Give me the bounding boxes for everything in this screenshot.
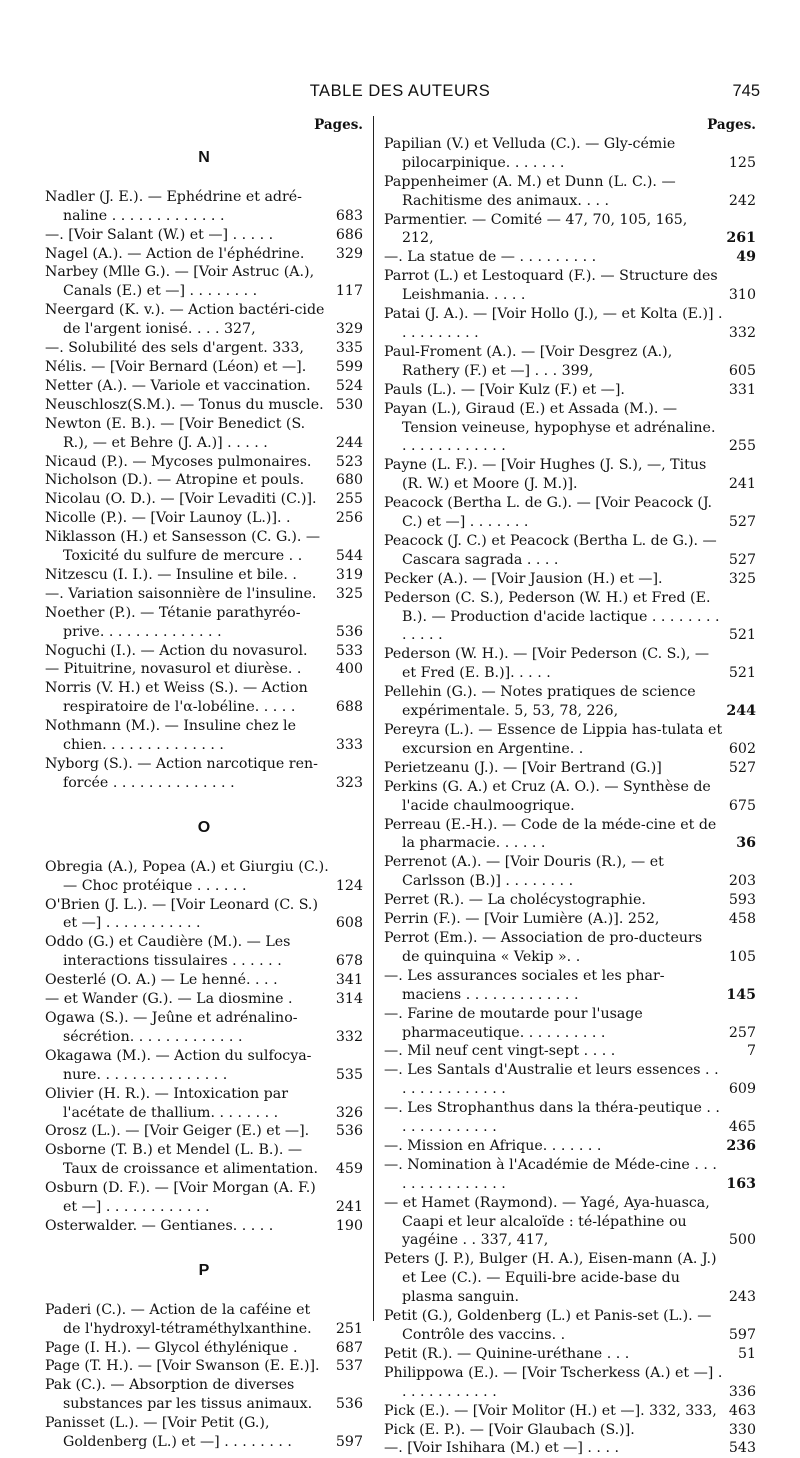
author-entry-text: Perrenot (A.). — [Voir Douris (R.), — et Carlsson (B.)] . . . . . . . . — [384, 854, 664, 890]
index-entry — [384, 1250, 756, 1307]
index-entry — [384, 1005, 756, 1043]
page-reference: 332 — [728, 324, 756, 341]
section-letter: O — [197, 818, 211, 836]
author-entry-text: —. Les Santals d'Australie et leurs essences . . . . . . . . . . . . . . — [384, 1062, 719, 1098]
index-entry — [384, 967, 756, 1005]
page-reference: 536 — [335, 1396, 363, 1413]
index-entry — [45, 453, 363, 472]
page-reference: 524 — [335, 377, 363, 394]
page-reference: 314 — [335, 991, 363, 1008]
page-reference: 49 — [736, 249, 756, 266]
author-entry-text: Nadler (J. E.). — Ephédrine et adré-naline . . . . . . . . . . . . . — [45, 188, 302, 224]
letter-spacer — [45, 1281, 363, 1301]
author-entry-text: Noguchi (I.). — Action du novasurol. — [45, 642, 308, 659]
author-entry-text: —. Nomination à l'Académie de Méde-cine . . . . . . . . . . . . . . . — [384, 1156, 717, 1192]
author-entry-text: Pederson (C. S.), Pederson (W. H.) et Fred (E. B.). — Production d'acide lactique . . . . . . . . . . . . . — [384, 589, 720, 644]
page-reference: 687 — [335, 1339, 363, 1356]
author-entry-text: Pederson (W. H.). — [Voir Pederson (C. S.), — et Fred (E. B.)]. . . . . — [384, 646, 710, 682]
page-reference: 256 — [335, 510, 363, 527]
author-entry-text: Ogawa (S.). — Jeûne et adrénalino-sécrétion. . . . . . . . . . . . . — [45, 1009, 298, 1045]
page-reference: 319 — [335, 566, 363, 583]
author-entry-text: Philippowa (E.). — [Voir Tscherkess (A.) et —] . . . . . . . . . . . . — [384, 1364, 723, 1400]
index-entry — [384, 683, 756, 721]
page-reference: 255 — [728, 438, 756, 455]
index-entry — [384, 532, 756, 570]
author-entry-text: — et Wander (G.). — La diosmine . — [45, 991, 293, 1008]
author-entry-text: Olivier (H. R.). — Intoxication par l'acétate de thallium. . . . . . . . — [45, 1085, 288, 1121]
page-reference: 330 — [728, 1421, 756, 1438]
page-reference: 243 — [728, 1289, 756, 1306]
index-entry — [384, 910, 756, 929]
author-entry-text: Neuschlosz(S.M.). — Tonus du muscle. — [45, 396, 324, 413]
author-entry-text: Pak (C.). — Absorption de diverses substances par les tissus animaux. — [45, 1377, 313, 1413]
index-entry — [384, 1194, 756, 1251]
author-entry-text: Payne (L. F.). — [Voir Hughes (J. S.), —, Titus (R. W.) et Moore (J. M.)]. — [384, 457, 707, 493]
index-entry — [45, 1179, 363, 1217]
author-entry-text: Peacock (Bertha L. de G.). — [Voir Peacock (J. C.) et —] . . . . . . . — [384, 495, 713, 531]
index-entry — [384, 135, 756, 173]
page-number: 745 — [732, 82, 760, 100]
author-entry-text: Noether (P.). — Tétanie parathyréo-prive. . . . . . . . . . . . . . — [45, 604, 301, 640]
page-reference: 683 — [335, 207, 363, 224]
index-entry — [45, 1357, 363, 1376]
index-entry — [45, 396, 363, 415]
index-entry — [45, 585, 363, 604]
page-reference: 36 — [736, 835, 756, 852]
index-entry — [384, 1307, 756, 1345]
letter-spacer — [45, 168, 363, 188]
section-letter: P — [198, 1261, 210, 1279]
author-entry-text: Nagel (A.). — Action de l'éphédrine. — [45, 245, 305, 262]
author-entry-text: Parmentier. — Comité — 47, 70, 105, 165, 212, — [384, 211, 688, 247]
author-entry-text: Perkins (G. A.) et Cruz (A. O.). — Synthèse de l'acide chaulmoogrique. — [384, 778, 711, 814]
index-entry — [384, 645, 756, 683]
index-entry — [384, 816, 756, 854]
index-entry — [45, 1009, 363, 1047]
page-reference: 521 — [728, 627, 756, 644]
page-reference: 533 — [335, 642, 363, 659]
index-entry — [384, 929, 756, 967]
index-entry — [45, 755, 363, 793]
index-entry — [384, 1421, 756, 1440]
author-entry-text: Nicaud (P.). — Mycoses pulmonaires. — [45, 453, 312, 470]
index-entry — [45, 990, 363, 1009]
column-divider — [373, 116, 374, 1321]
page-reference: 326 — [335, 1104, 363, 1121]
page-reference: 609 — [728, 1081, 756, 1098]
author-entry-text: — Pituitrine, novasurol et diurèse. . — [45, 661, 302, 678]
index-entry — [384, 456, 756, 494]
index-entry — [384, 778, 756, 816]
author-entry-text: Niklasson (H.) et Sansesson (C. G.). — Toxicité du sulfure de mercure . . — [45, 529, 321, 565]
index-entry — [45, 188, 363, 226]
page-reference: 400 — [335, 661, 363, 678]
author-entry-text: Perret (R.). — La cholécystographie. — [384, 892, 646, 909]
index-entry — [45, 377, 363, 396]
index-entry — [384, 1061, 756, 1099]
page-reference: 599 — [335, 358, 363, 375]
page-reference: 605 — [728, 362, 756, 379]
page-reference: 536 — [335, 1123, 363, 1140]
author-entry-text: Perietzeanu (J.). — [Voir Bertrand (G.)] — [384, 759, 662, 776]
author-entry-text: Nicolle (P.). — [Voir Launoy (L.)]. . — [45, 510, 291, 527]
author-entry-text: Osborne (T. B.) et Mendel (L. B.). — Taux de croissance et alimentation. — [45, 1142, 318, 1178]
index-entry — [45, 301, 363, 339]
author-entry-text: Perrot (Em.). — Association de pro-ducteurs de quinquina « Vekip ». . — [384, 929, 703, 965]
page-reference: 163 — [726, 1175, 756, 1192]
pages-heading: Pages. — [707, 117, 756, 133]
page-reference: 675 — [728, 797, 756, 814]
author-entry-text: —. Les Strophanthus dans la théra-peutique . . . . . . . . . . . . . — [384, 1100, 720, 1136]
page-reference: 527 — [728, 759, 756, 776]
index-entry — [45, 1339, 363, 1358]
page-reference: 242 — [728, 192, 756, 209]
section-gap — [45, 793, 363, 819]
page-reference: 678 — [335, 953, 363, 970]
index-entry — [45, 1376, 363, 1414]
index-entry — [45, 1217, 363, 1236]
page-reference: 527 — [728, 551, 756, 568]
page-reference: 331 — [728, 381, 756, 398]
author-entry-text: Narbey (Mlle G.). — [Voir Astruc (A.), Canals (E.) et —] . . . . . . . . — [45, 264, 315, 300]
letter-spacer — [45, 838, 363, 858]
index-entry — [384, 211, 756, 249]
author-entry-text: Pecker (A.). — [Voir Jausion (H.) et —]. — [384, 570, 663, 587]
author-entry-text: —. La statue de — . . . . . . . . . — [384, 249, 597, 266]
author-entry-text: Peters (J. P.), Bulger (H. A.), Eisen-mann (A. J.) et Lee (C.). — Equili-bre acide-base du plasma sanguin. — [384, 1251, 717, 1306]
page-reference: 602 — [728, 740, 756, 757]
page-reference: 521 — [728, 665, 756, 682]
right-column — [384, 116, 756, 1458]
page-reference: 105 — [728, 948, 756, 965]
author-entry-text: Perrin (F.). — [Voir Lumière (A.)]. 252, — [384, 911, 660, 928]
index-entry — [384, 400, 756, 457]
index-entry — [384, 853, 756, 891]
author-entry-text: Paul-Froment (A.). — [Voir Desgrez (A.), Rathery (F.) et —] . . . 399, — [384, 343, 673, 379]
index-entry — [384, 1364, 756, 1402]
index-entry — [45, 660, 363, 679]
page-reference: 244 — [335, 434, 363, 451]
index-entry — [384, 1156, 756, 1194]
index-entry — [384, 267, 756, 305]
author-entry-text: —. Solubilité des sels d'argent. 333, — [45, 340, 304, 357]
author-entry-text: Nitzescu (I. I.). — Insuline et bile. . — [45, 566, 297, 583]
page-reference: 236 — [726, 1137, 756, 1154]
index-entry — [45, 339, 363, 358]
page-reference: 523 — [335, 453, 363, 470]
page-reference: 500 — [728, 1232, 756, 1249]
index-entry — [384, 891, 756, 910]
page-reference: 543 — [728, 1440, 756, 1457]
index-entry — [384, 570, 756, 589]
index-entry — [384, 305, 756, 343]
index-entry — [45, 1047, 363, 1085]
author-entry-text: Payan (L.), Giraud (E.) et Assada (M.). — Tension veineuse, hypophyse et adrénaline. . . . . . . . . . . . . — [384, 400, 716, 455]
author-entry-text: Pick (E. P.). — [Voir Glaubach (S.)]. — [384, 1421, 635, 1438]
index-entry — [384, 494, 756, 532]
author-entry-text: —. Farine de moutarde pour l'usage pharmaceutique. . . . . . . . . . — [384, 1005, 643, 1041]
page-reference: 7 — [746, 1043, 756, 1060]
index-entry — [45, 226, 363, 245]
author-entry-text: Orosz (L.). — [Voir Geiger (E.) et —]. — [45, 1123, 310, 1140]
page-reference: 261 — [726, 230, 756, 247]
author-entry-text: Norris (V. H.) et Weiss (S.). — Action respiratoire de l'α-lobéline. . . . . — [45, 680, 308, 716]
index-entry — [45, 566, 363, 585]
page-reference: 459 — [335, 1161, 363, 1178]
index-entry — [384, 1402, 756, 1421]
author-entry-text: Nyborg (S.). — Action narcotique ren-forcée . . . . . . . . . . . . . . — [45, 756, 318, 791]
author-entry-text: Papilian (V.) et Velluda (C.). — Gly-cémie pilocarpinique. . . . . . . — [384, 135, 676, 171]
author-entry-text: — et Hamet (Raymond). — Yagé, Aya-huasca, Caapi et leur alcaloïde : té-lépathine ou yagéine . . 337, 417, — [384, 1194, 710, 1249]
index-entry — [45, 896, 363, 934]
author-entry-text: Peacock (J. C.) et Peacock (Bertha L. de G.). — Cascara sagrada . . . . — [384, 532, 717, 568]
page-reference: 255 — [335, 491, 363, 508]
section-gap — [45, 1236, 363, 1262]
index-entry — [45, 933, 363, 971]
author-entry-text: Neergard (K. v.). — Action bactéri-cide de l'argent ionisé. . . . 327, — [45, 302, 325, 338]
page-reference: 458 — [728, 911, 756, 928]
page-reference: 336 — [728, 1383, 756, 1400]
page-reference: 203 — [728, 873, 756, 890]
index-entry — [45, 1122, 363, 1141]
index-entry — [45, 1085, 363, 1123]
author-entry-text: —. [Voir Ishihara (M.) et —] . . . . — [384, 1440, 619, 1457]
page-reference: 341 — [335, 972, 363, 989]
page-reference: 537 — [335, 1358, 363, 1375]
page-reference: 190 — [335, 1217, 363, 1234]
page-reference: 257 — [728, 1024, 756, 1041]
page-reference: 597 — [728, 1327, 756, 1343]
index-entry — [384, 1439, 756, 1458]
page-reference: 145 — [726, 986, 756, 1003]
author-entry-text: Page (T. H.). — [Voir Swanson (E. E.)]. — [45, 1358, 320, 1375]
index-entry — [384, 381, 756, 400]
page-reference: 310 — [728, 287, 756, 304]
index-entry — [384, 1137, 756, 1156]
index-entry — [45, 490, 363, 509]
page-reference: 251 — [335, 1320, 363, 1337]
page-reference: 335 — [335, 340, 363, 357]
index-entry — [384, 343, 756, 381]
author-entry-text: Page (I. H.). — Glycol éthylénique . — [45, 1339, 298, 1356]
index-entry — [45, 971, 363, 990]
running-title: TABLE DES AUTEURS — [309, 82, 491, 100]
page-reference: 117 — [335, 283, 363, 300]
author-entry-text: Pereyra (L.). — Essence de Lippia has-tulata et excursion en Argentine. . — [384, 722, 723, 757]
section-letter: N — [198, 148, 210, 166]
page-reference: 593 — [728, 892, 756, 909]
page-reference: 536 — [335, 623, 363, 640]
page-reference: 530 — [335, 396, 363, 413]
author-entry-text: Osterwalder. — Gentianes. . . . . — [45, 1217, 274, 1234]
page-reference: 333 — [335, 737, 363, 754]
index-entry — [384, 248, 756, 267]
page-reference: 465 — [728, 1119, 756, 1136]
index-entry — [45, 604, 363, 642]
page-reference: 51 — [737, 1345, 756, 1362]
page-reference: 535 — [335, 1066, 363, 1083]
page-reference: 124 — [335, 877, 363, 894]
page-reference: 608 — [335, 915, 363, 932]
pages-heading: Pages. — [314, 117, 363, 133]
page-reference: 686 — [335, 226, 363, 243]
author-entry-text: Pappenheimer (A. M.) et Dunn (L. C.). — Rachitisme des animaux. . . . — [384, 173, 676, 209]
page-reference: 125 — [728, 154, 756, 171]
page-reference: 241 — [335, 1199, 363, 1216]
author-entry-text: —. Mil neuf cent vingt-sept . . . . — [384, 1043, 616, 1060]
author-entry-text: Paderi (C.). — Action de la caféine et de l'hydroxyl-tétraméthylxanthine. — [45, 1301, 312, 1337]
page-reference: 329 — [335, 321, 363, 338]
author-entry-text: Okagawa (M.). — Action du sulfocya-nure. . . . . . . . . . . . . . . — [45, 1047, 312, 1083]
page-reference: 463 — [728, 1402, 756, 1419]
page-reference: 680 — [335, 472, 363, 489]
author-entry-text: Oddo (G.) et Caudière (M.). — Les interactions tissulaires . . . . . . — [45, 934, 291, 970]
index-entry — [384, 589, 756, 646]
index-entry — [45, 679, 363, 717]
author-entry-text: Netter (A.). — Variole et vaccination. — [45, 377, 311, 394]
author-entry-text: O'Brien (J. L.). — [Voir Leonard (C. S.) et —] . . . . . . . . . . . — [45, 896, 318, 932]
index-entry — [45, 642, 363, 661]
index-entry — [384, 173, 756, 211]
author-entry-text: Pick (E.). — [Voir Molitor (H.) et —]. 332, 333, — [384, 1402, 717, 1419]
page-reference: 325 — [728, 570, 756, 587]
index-entry — [45, 263, 363, 301]
author-entry-text: Patai (J. A.). — [Voir Hollo (J.), — et Kolta (E.)] . . . . . . . . . . — [384, 306, 723, 341]
page-reference: 323 — [335, 774, 363, 791]
author-entry-text: Parrot (L.) et Lestoquard (F.). — Structure des Leishmania. . . . . — [384, 268, 718, 304]
author-entry-text: Panisset (L.). — [Voir Petit (G.), Goldenberg (L.) et —] . . . . . . . . — [45, 1415, 292, 1451]
author-entry-text: Petit (G.), Goldenberg (L.) et Panis-set (L.). — Contrôle des vaccins. . — [384, 1308, 712, 1343]
page-reference: 244 — [726, 703, 756, 720]
author-entry-text: —. [Voir Salant (W.) et —] . . . . . — [45, 226, 274, 243]
index-entry — [45, 415, 363, 453]
author-entry-text: —. Les assurances sociales et les phar-maciens . . . . . . . . . . . . . — [384, 967, 665, 1003]
page-reference: 688 — [335, 699, 363, 716]
index-entry — [384, 759, 756, 778]
author-entry-text: Pellehin (G.). — Notes pratiques de science expérimentale. 5, 53, 78, 226, — [384, 684, 696, 720]
author-entry-text: Oesterlé (O. A.) — Le henné. . . . — [45, 972, 278, 989]
author-entry-text: Perreau (E.-H.). — Code de la méde-cine et de la pharmacie. . . . . . — [384, 816, 717, 852]
author-entry-text: —. Variation saisonnière de l'insuline. — [45, 585, 317, 602]
index-entry — [384, 721, 756, 759]
author-entry-text: Obregia (A.), Popea (A.) et Giurgiu (C.). — Choc protéique . . . . . . — [45, 858, 329, 894]
page-reference: 544 — [335, 548, 363, 565]
left-column — [45, 116, 363, 1452]
author-entry-text: Nicolau (O. D.). — [Voir Levaditi (C.)]. — [45, 491, 317, 508]
author-entry-text: Newton (E. B.). — [Voir Benedict (S. R.), — et Behre (J. A.)] . . . . . — [45, 415, 306, 451]
index-entry — [45, 509, 363, 528]
index-entry — [45, 717, 363, 755]
index-entry — [45, 245, 363, 264]
page-reference: 527 — [728, 514, 756, 531]
index-entry — [45, 858, 363, 896]
page-reference: 241 — [728, 476, 756, 493]
index-entry — [45, 1301, 363, 1339]
page-header — [40, 82, 760, 104]
index-entry — [384, 1042, 756, 1061]
author-entry-text: Petit (R.). — Quinine-uréthane . . . — [384, 1345, 630, 1362]
author-entry-text: Nélis. — [Voir Bernard (Léon) et —]. — [45, 358, 307, 375]
page-reference: 329 — [335, 245, 363, 262]
page-reference: 332 — [335, 1028, 363, 1045]
author-entry-text: —. Mission en Afrique. . . . . . . — [384, 1137, 602, 1154]
index-entry — [45, 358, 363, 377]
page-reference: 597 — [335, 1434, 363, 1451]
author-entry-text: Pauls (L.). — [Voir Kulz (F.) et —]. — [384, 381, 625, 398]
index-entry — [45, 1141, 363, 1179]
author-entry-text: Nicholson (D.). — Atropine et pouls. — [45, 472, 305, 489]
author-entry-text: Nothmann (M.). — Insuline chez le chien. . . . . . . . . . . . . . — [45, 718, 296, 754]
index-entry — [384, 1099, 756, 1137]
author-entry-text: Osburn (D. F.). — [Voir Morgan (A. F.) et —] . . . . . . . . . . . . — [45, 1180, 316, 1216]
index-entry — [384, 1345, 756, 1364]
index-entry — [45, 1414, 363, 1452]
page-reference: 325 — [335, 585, 363, 602]
index-entry — [45, 471, 363, 490]
index-entry — [45, 528, 363, 566]
